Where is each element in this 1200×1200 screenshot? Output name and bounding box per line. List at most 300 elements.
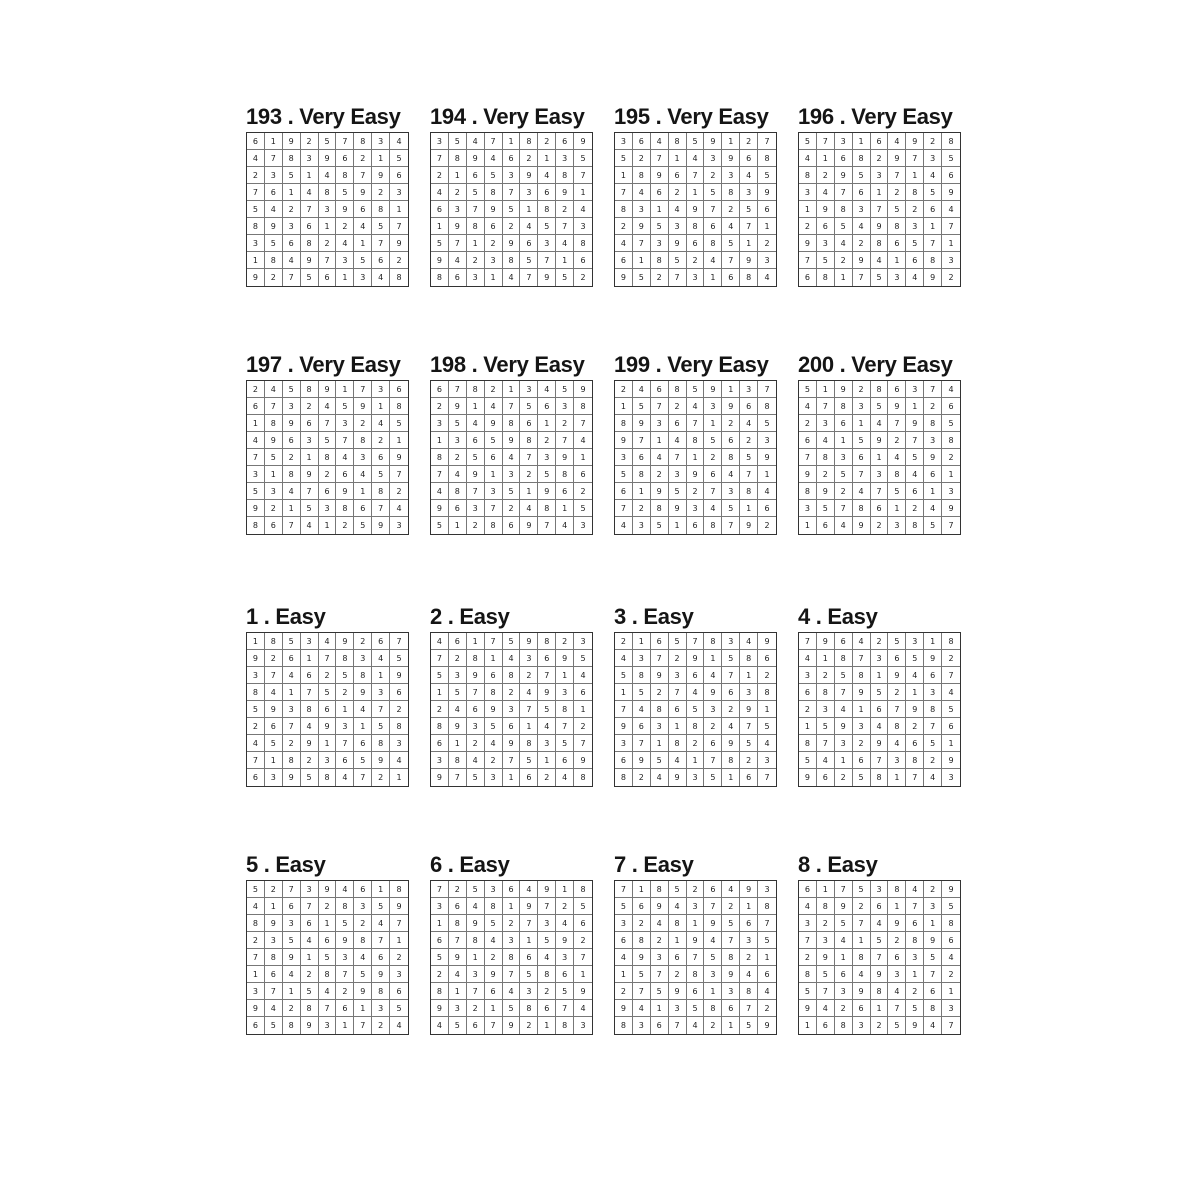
grid-cell: 2 [799,949,817,966]
grid-cell: 6 [301,667,319,684]
grid-cell: 8 [817,684,835,701]
grid-cell: 3 [283,398,301,415]
grid-cell: 3 [722,483,740,500]
grid-cell: 6 [633,449,651,466]
grid-cell: 6 [888,650,906,667]
grid-cell: 8 [247,915,265,932]
grid-cell: 6 [354,500,372,517]
grid-cell: 7 [354,1017,372,1034]
grid-cell: 6 [449,500,467,517]
grid-cell: 6 [758,201,776,218]
grid-cell: 4 [556,235,574,252]
grid-cell: 7 [853,269,871,286]
grid-cell: 2 [574,932,592,949]
grid-cell: 1 [888,769,906,786]
grid-cell: 4 [431,483,449,500]
grid-cell: 1 [301,650,319,667]
grid-cell: 5 [651,752,669,769]
grid-cell: 1 [574,701,592,718]
grid-cell: 1 [390,432,408,449]
grid-cell: 6 [467,701,485,718]
grid-cell: 7 [301,483,319,500]
grid-cell: 5 [485,167,503,184]
grid-cell: 3 [924,432,942,449]
grid-cell: 5 [449,1017,467,1034]
grid-cell: 3 [449,667,467,684]
grid-cell: 5 [740,735,758,752]
grid-cell: 5 [906,650,924,667]
grid-cell: 7 [835,684,853,701]
grid-cell: 7 [265,983,283,1000]
grid-cell: 3 [336,718,354,735]
grid-cell: 8 [319,449,337,466]
grid-cell: 9 [372,752,390,769]
grid-cell: 2 [758,235,776,252]
grid-cell: 4 [467,898,485,915]
grid-cell: 4 [520,218,538,235]
grid-cell: 9 [687,466,705,483]
sudoku-puzzle [614,604,782,787]
grid-cell: 8 [817,269,835,286]
grid-cell: 5 [758,415,776,432]
grid-cell: 8 [704,235,722,252]
grid-cell: 2 [669,650,687,667]
grid-cell: 5 [740,1017,758,1034]
grid-cell: 3 [633,201,651,218]
grid-cell: 5 [924,949,942,966]
grid-cell: 8 [669,735,687,752]
grid-cell: 7 [336,133,354,150]
grid-cell: 9 [283,415,301,432]
grid-cell: 9 [942,881,960,898]
grid-cell: 1 [799,1017,817,1034]
grid-cell: 1 [431,218,449,235]
grid-cell: 4 [520,881,538,898]
grid-cell: 3 [835,133,853,150]
grid-cell: 4 [799,150,817,167]
grid-cell: 7 [319,650,337,667]
grid-cell: 6 [722,432,740,449]
grid-cell: 9 [633,949,651,966]
grid-cell: 5 [906,449,924,466]
grid-cell: 8 [615,201,633,218]
grid-cell: 4 [574,201,592,218]
grid-cell: 6 [301,915,319,932]
grid-cell: 8 [538,201,556,218]
grid-cell: 7 [669,449,687,466]
grid-cell: 7 [906,898,924,915]
grid-cell: 6 [906,483,924,500]
grid-cell: 4 [871,718,889,735]
grid-cell: 8 [301,381,319,398]
grid-cell: 4 [651,769,669,786]
grid-cell: 7 [687,633,705,650]
grid-cell: 7 [431,650,449,667]
grid-cell: 5 [485,432,503,449]
grid-cell: 2 [390,252,408,269]
grid-cell: 3 [354,269,372,286]
grid-cell: 2 [503,500,521,517]
grid-cell: 1 [354,483,372,500]
grid-cell: 4 [372,650,390,667]
grid-cell: 4 [853,218,871,235]
grid-cell: 5 [503,483,521,500]
grid-cell: 3 [449,432,467,449]
grid-cell: 8 [354,667,372,684]
grid-cell: 6 [687,983,705,1000]
grid-cell: 6 [354,201,372,218]
puzzle-title: 3 . Easy [614,604,694,629]
grid-cell: 8 [942,633,960,650]
grid-cell: 1 [633,252,651,269]
grid-cell: 1 [942,466,960,483]
grid-cell: 5 [942,150,960,167]
grid-cell: 7 [835,500,853,517]
grid-cell: 4 [301,517,319,534]
grid-cell: 4 [651,449,669,466]
grid-cell: 2 [704,167,722,184]
grid-cell: 8 [431,983,449,1000]
grid-cell: 6 [799,432,817,449]
grid-cell: 5 [538,466,556,483]
grid-cell: 5 [888,1017,906,1034]
grid-cell: 4 [799,650,817,667]
grid-cell: 4 [764,273,770,282]
grid-cell: 5 [942,415,960,432]
grid-cell: 7 [247,949,265,966]
grid-cell: 5 [651,218,669,235]
grid-cell: 1 [449,735,467,752]
sudoku-grid [246,380,409,535]
grid-cell: 4 [906,269,924,286]
grid-cell: 7 [283,718,301,735]
grid-cell: 2 [888,184,906,201]
grid-cell: 9 [651,483,669,500]
grid-cell: 7 [758,133,776,150]
grid-cell: 2 [722,898,740,915]
grid-cell: 6 [467,1017,485,1034]
grid-cell: 8 [574,398,592,415]
grid-cell: 2 [485,235,503,252]
grid-cell: 5 [835,466,853,483]
grid-cell: 4 [758,983,776,1000]
sudoku-puzzle [430,852,598,1035]
grid-cell: 8 [633,167,651,184]
grid-cell: 2 [633,769,651,786]
grid-cell: 7 [871,949,889,966]
grid-cell: 5 [449,684,467,701]
grid-cell: 2 [906,201,924,218]
grid-cell: 5 [704,769,722,786]
grid-cell: 5 [485,915,503,932]
sudoku-grid [798,380,961,535]
grid-cell: 8 [538,633,556,650]
grid-cell: 7 [924,381,942,398]
grid-cell: 3 [520,983,538,1000]
grid-cell: 3 [467,269,485,286]
grid-cell: 6 [942,167,960,184]
grid-cell: 3 [722,633,740,650]
grid-cell: 7 [615,184,633,201]
grid-cell: 4 [906,466,924,483]
grid-cell: 9 [888,915,906,932]
sudoku-grid [430,132,593,287]
grid-cell: 4 [336,881,354,898]
grid-cell: 9 [520,167,538,184]
grid-cell: 9 [574,752,592,769]
grid-cell: 1 [396,773,402,782]
grid-cell: 2 [633,150,651,167]
sudoku-puzzle [430,352,598,535]
grid-cell: 1 [449,167,467,184]
puzzle-title: 194 . Very Easy [430,104,585,129]
grid-cell: 2 [556,201,574,218]
grid-cell: 4 [835,517,853,534]
sudoku-grid [798,632,961,787]
grid-cell: 6 [247,133,265,150]
grid-cell: 8 [687,218,705,235]
grid-cell: 9 [888,150,906,167]
grid-cell: 8 [556,1017,574,1034]
puzzle-title: 196 . Very Easy [798,104,953,129]
grid-cell: 8 [556,701,574,718]
grid-cell: 3 [336,949,354,966]
grid-cell: 4 [449,966,467,983]
grid-cell: 5 [503,1000,521,1017]
grid-cell: 3 [574,218,592,235]
grid-cell: 2 [651,932,669,949]
grid-cell: 7 [556,1000,574,1017]
grid-cell: 4 [265,201,283,218]
grid-cell: 5 [265,735,283,752]
grid-cell: 9 [871,432,889,449]
sudoku-puzzle [246,104,414,287]
grid-cell: 9 [817,201,835,218]
grid-cell: 2 [520,667,538,684]
grid-cell: 2 [669,966,687,983]
grid-cell: 6 [467,432,485,449]
grid-cell: 2 [538,133,556,150]
grid-cell: 2 [354,150,372,167]
grid-cell: 2 [336,517,354,534]
grid-cell: 9 [633,218,651,235]
grid-cell: 3 [520,381,538,398]
grid-cell: 6 [265,517,283,534]
grid-cell: 4 [538,167,556,184]
grid-cell: 5 [687,133,705,150]
grid-cell: 2 [354,415,372,432]
grid-cell: 6 [722,684,740,701]
grid-cell: 6 [835,966,853,983]
grid-cell: 3 [467,966,485,983]
grid-cell: 6 [431,932,449,949]
grid-cell: 2 [740,133,758,150]
grid-cell: 7 [853,915,871,932]
grid-cell: 4 [283,483,301,500]
grid-cell: 5 [336,667,354,684]
grid-cell: 6 [633,133,651,150]
grid-cell: 2 [924,398,942,415]
grid-cell: 9 [520,517,538,534]
grid-cell: 9 [799,1000,817,1017]
grid-cell: 9 [799,466,817,483]
grid-cell: 1 [336,381,354,398]
grid-cell: 1 [449,983,467,1000]
grid-cell: 5 [704,432,722,449]
grid-cell: 3 [485,769,503,786]
grid-cell: 7 [372,932,390,949]
grid-cell: 1 [449,517,467,534]
grid-cell: 5 [704,184,722,201]
grid-cell: 7 [485,500,503,517]
grid-cell: 4 [467,133,485,150]
grid-cell: 6 [906,252,924,269]
grid-cell: 1 [924,633,942,650]
grid-cell: 8 [372,483,390,500]
grid-cell: 4 [354,701,372,718]
grid-cell: 8 [758,684,776,701]
grid-cell: 5 [799,133,817,150]
grid-cell: 8 [265,415,283,432]
grid-cell: 6 [942,398,960,415]
grid-cell: 7 [835,184,853,201]
grid-cell: 5 [669,483,687,500]
grid-cell: 2 [283,735,301,752]
grid-cell: 7 [354,381,372,398]
grid-cell: 3 [283,218,301,235]
grid-cell: 9 [633,415,651,432]
grid-cell: 7 [283,881,301,898]
grid-cell: 8 [372,983,390,1000]
grid-cell: 2 [704,449,722,466]
grid-cell: 4 [871,252,889,269]
grid-cell: 7 [538,898,556,915]
grid-cell: 6 [556,133,574,150]
grid-cell: 4 [247,432,265,449]
grid-cell: 1 [247,966,265,983]
grid-cell: 7 [538,517,556,534]
grid-cell: 1 [390,932,408,949]
grid-cell: 1 [372,881,390,898]
grid-cell: 8 [871,769,889,786]
grid-cell: 4 [633,701,651,718]
grid-cell: 9 [722,150,740,167]
grid-cell: 3 [853,1017,871,1034]
grid-cell: 4 [853,483,871,500]
grid-cell: 1 [871,184,889,201]
grid-cell: 9 [467,915,485,932]
grid-cell: 3 [740,684,758,701]
grid-cell: 9 [354,684,372,701]
grid-cell: 4 [817,1000,835,1017]
grid-cell: 6 [853,449,871,466]
grid-cell: 9 [485,415,503,432]
grid-cell: 7 [520,915,538,932]
grid-cell: 8 [467,381,485,398]
grid-cell: 4 [633,381,651,398]
grid-cell: 5 [336,915,354,932]
grid-cell: 6 [888,949,906,966]
grid-cell: 1 [669,150,687,167]
grid-cell: 9 [615,718,633,735]
grid-cell: 3 [687,500,705,517]
grid-cell: 9 [687,201,705,218]
grid-cell: 7 [888,167,906,184]
grid-cell: 7 [722,932,740,949]
grid-cell: 7 [942,218,960,235]
grid-cell: 4 [449,701,467,718]
grid-cell: 4 [265,381,283,398]
grid-cell: 6 [520,415,538,432]
grid-cell: 4 [722,881,740,898]
grid-cell: 2 [354,915,372,932]
grid-cell: 3 [538,915,556,932]
grid-cell: 8 [669,381,687,398]
grid-cell: 7 [924,235,942,252]
grid-cell: 6 [669,701,687,718]
grid-cell: 3 [265,769,283,786]
grid-cell: 4 [924,500,942,517]
grid-cell: 7 [336,432,354,449]
grid-cell: 4 [247,150,265,167]
grid-cell: 6 [283,650,301,667]
grid-cell: 1 [740,898,758,915]
grid-cell: 4 [651,133,669,150]
grid-cell: 4 [651,915,669,932]
grid-cell: 4 [485,150,503,167]
grid-cell: 6 [431,735,449,752]
grid-cell: 5 [799,983,817,1000]
grid-cell: 2 [319,667,337,684]
grid-cell: 1 [485,269,503,286]
sudoku-grid [246,132,409,287]
grid-cell: 9 [336,483,354,500]
grid-cell: 7 [485,633,503,650]
grid-cell: 1 [485,650,503,667]
grid-cell: 8 [942,915,960,932]
grid-cell: 3 [704,398,722,415]
grid-cell: 7 [924,718,942,735]
grid-cell: 2 [853,898,871,915]
grid-cell: 8 [758,398,776,415]
grid-cell: 7 [467,983,485,1000]
grid-cell: 6 [574,252,592,269]
grid-cell: 6 [758,500,776,517]
grid-cell: 7 [556,218,574,235]
grid-cell: 3 [799,667,817,684]
grid-cell: 4 [817,184,835,201]
grid-cell: 1 [704,415,722,432]
grid-cell: 4 [556,517,574,534]
grid-cell: 5 [574,898,592,915]
grid-cell: 9 [538,269,556,286]
grid-cell: 2 [265,650,283,667]
grid-cell: 5 [722,235,740,252]
grid-cell: 5 [319,684,337,701]
grid-cell: 2 [538,432,556,449]
grid-cell: 1 [924,218,942,235]
grid-cell: 2 [799,218,817,235]
grid-cell: 2 [431,167,449,184]
grid-cell: 3 [431,133,449,150]
grid-cell: 3 [390,735,408,752]
grid-cell: 2 [924,752,942,769]
grid-cell: 6 [301,415,319,432]
grid-cell: 7 [888,1000,906,1017]
grid-cell: 6 [758,966,776,983]
grid-cell: 2 [817,915,835,932]
grid-cell: 1 [942,983,960,1000]
